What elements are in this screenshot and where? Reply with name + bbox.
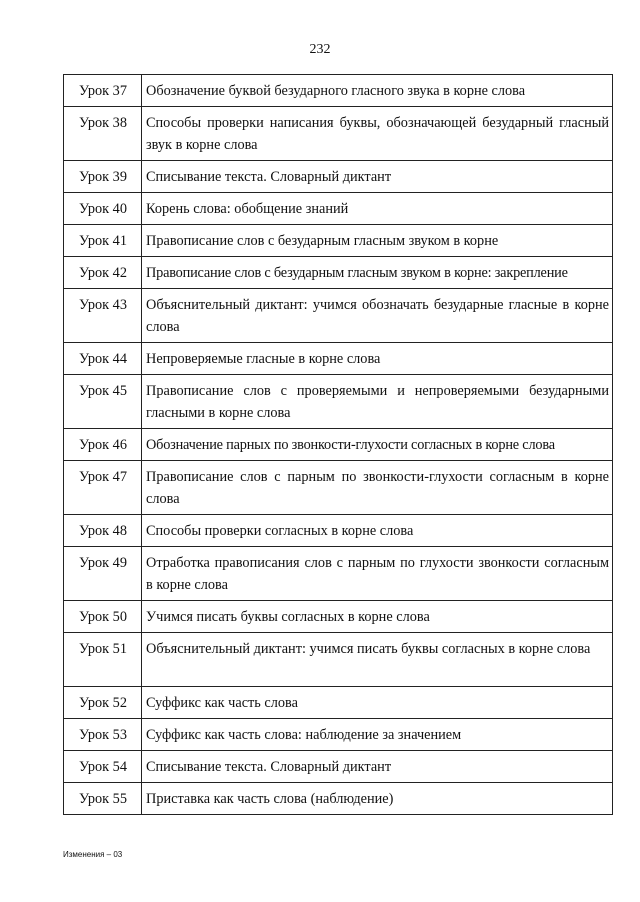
lesson-topic: Обозначение парных по звонкости-глухости согласных в корне слова: [142, 429, 613, 461]
lesson-topic: Правописание слов с безударным гласным звуком в корне: закрепление: [142, 257, 613, 289]
lesson-topic: Суффикс как часть слова: [142, 687, 613, 719]
lesson-topic: Способы проверки согласных в корне слова: [142, 515, 613, 547]
lesson-number: Урок 46: [64, 429, 142, 461]
table-row: [64, 225, 613, 257]
lesson-number: Урок 49: [64, 547, 142, 601]
table-row: [64, 429, 613, 461]
lesson-number: Урок 48: [64, 515, 142, 547]
table-row: [64, 75, 613, 107]
lesson-number: Урок 39: [64, 161, 142, 193]
table-row: [64, 687, 613, 719]
table-row: [64, 783, 613, 815]
lesson-topic: Приставка как часть слова (наблюдение): [142, 783, 613, 815]
lesson-topic: Способы проверки написания буквы, обозначающей безударный гласный звук в корне слова: [142, 107, 613, 161]
lesson-topic: Учимся писать буквы согласных в корне слова: [142, 601, 613, 633]
table-row: [64, 161, 613, 193]
lesson-number: Урок 41: [64, 225, 142, 257]
lesson-number: Урок 55: [64, 783, 142, 815]
lesson-number: Урок 47: [64, 461, 142, 515]
table-row: [64, 257, 613, 289]
lesson-number: Урок 37: [64, 75, 142, 107]
footer-revision-note: Изменения – 03: [63, 850, 123, 859]
table-row: [64, 461, 613, 515]
lesson-number: Урок 50: [64, 601, 142, 633]
lesson-number: Урок 42: [64, 257, 142, 289]
table-row: [64, 547, 613, 601]
lesson-number: Урок 53: [64, 719, 142, 751]
lesson-topic: Суффикс как часть слова: наблюдение за значением: [142, 719, 613, 751]
table-row: [64, 751, 613, 783]
lesson-topic: Правописание слов с безударным гласным звуком в корне: [142, 225, 613, 257]
table-row: [64, 375, 613, 429]
lesson-topic: Отработка правописания слов с парным по глухости звонкости согласным в корне слова: [142, 547, 613, 601]
table-row: [64, 107, 613, 161]
lesson-number: Урок 40: [64, 193, 142, 225]
lesson-number: Урок 43: [64, 289, 142, 343]
lesson-topic: Объяснительный диктант: учимся писать буквы согласных в корне слова: [142, 633, 613, 687]
lesson-topic: Правописание слов с проверяемыми и непроверяемыми безударными гласными в корне слова: [142, 375, 613, 429]
table-row: [64, 719, 613, 751]
table-row: [64, 515, 613, 547]
lesson-topic: Обозначение буквой безударного гласного звука в корне слова: [142, 75, 613, 107]
table-row: [64, 193, 613, 225]
table-row: [64, 633, 613, 687]
lessons-table: [63, 74, 613, 815]
lesson-number: Урок 44: [64, 343, 142, 375]
lesson-topic: Объяснительный диктант: учимся обозначать безударные гласные в корне слова: [142, 289, 613, 343]
lesson-topic: Непроверяемые гласные в корне слова: [142, 343, 613, 375]
lesson-topic: Списывание текста. Словарный диктант: [142, 161, 613, 193]
lesson-number: Урок 45: [64, 375, 142, 429]
lesson-topic: Списывание текста. Словарный диктант: [142, 751, 613, 783]
lesson-number: Урок 54: [64, 751, 142, 783]
table-row: [64, 601, 613, 633]
table-row: [64, 343, 613, 375]
lesson-number: Урок 52: [64, 687, 142, 719]
table-row: [64, 289, 613, 343]
lesson-topic: Корень слова: обобщение знаний: [142, 193, 613, 225]
lesson-number: Урок 51: [64, 633, 142, 687]
lesson-number: Урок 38: [64, 107, 142, 161]
page-number: 232: [309, 42, 331, 57]
lesson-topic: Правописание слов с парным по звонкости-глухости согласным в корне слова: [142, 461, 613, 515]
